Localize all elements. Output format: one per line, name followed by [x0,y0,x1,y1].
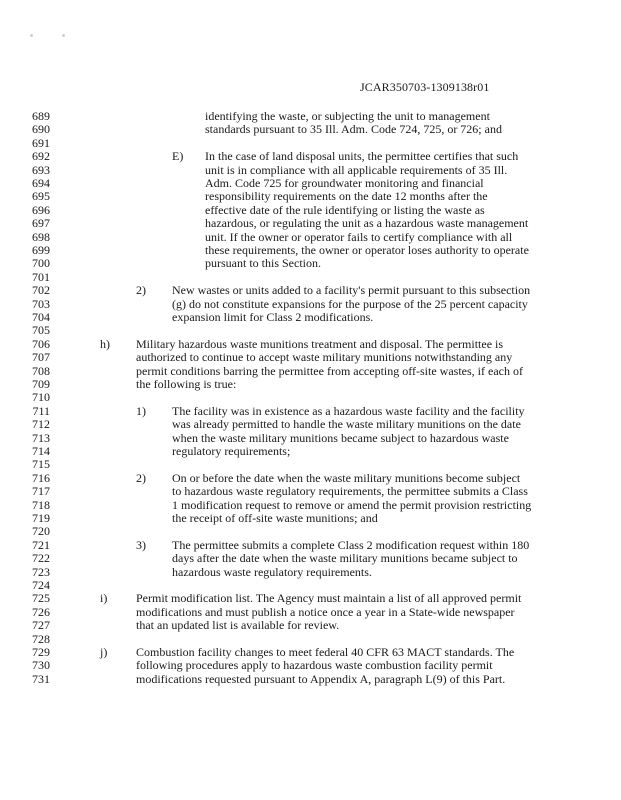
body-line: expansion limit for Class 2 modifications. [172,310,374,324]
item-label-h2: 2) [136,470,146,485]
line-number: 717 [32,484,50,499]
line-number: 697 [32,216,50,231]
line-number: 696 [32,202,50,217]
line-number: 721 [32,537,50,552]
line-number: 692 [32,149,50,164]
body-line: responsibility requirements on the date 12 months after the [205,189,488,204]
body-line: hazardous waste regulatory requirements. [172,564,372,579]
body-line: when the waste military munitions became subject to hazardous waste [172,430,509,445]
body-line: Military hazardous waste munitions treatment and disposal. The permittee is [136,336,504,351]
scan-speck [30,34,33,37]
line-number: 718 [32,497,50,512]
line-number: 730 [32,658,50,673]
body-line: Combustion facility changes to meet federal 40 CFR 63 MACT standards. The [136,645,515,659]
body-line: hazardous, or regulating the unit as a hazardous waste management [205,216,529,231]
line-number: 693 [32,162,50,177]
body-line: 1 modification request to remove or amend the permit provision restricting [172,497,532,512]
body-line: unit. If the owner or operator fails to certify compliance with all [205,229,513,244]
body-line: days after the date when the waste military munitions became subject to [172,551,518,566]
line-number: 712 [32,417,50,432]
item-label-h: h) [100,336,110,351]
document-id: JCAR350703-1309138r01 [360,80,490,94]
body-line: permit conditions barring the permittee from accepting off-site wastes, if each of [136,363,523,378]
item-label-2: 2) [136,283,146,298]
line-number: 725 [32,591,50,606]
body-line: authorized to continue to accept waste military munitions notwithstanding any [136,350,513,365]
body-line: (g) do not constitute expansions for the purpose of the 25 percent capacity [172,296,528,311]
body-line: that an updated list is available for review. [136,618,340,633]
body-line: standards pursuant to 35 Ill. Adm. Code 724, 725, or 726; and [205,122,502,137]
line-number: 702 [32,283,50,298]
line-number: 715 [32,457,50,472]
item-label-i: i) [100,591,108,606]
line-number: 689 [32,109,50,123]
line-number: 731 [32,671,50,686]
body-line: modifications and must publish a notice once a year in a State-wide newspaper [136,604,515,619]
line-number: 720 [32,524,50,539]
line-number: 700 [32,256,50,271]
line-number: 703 [32,296,50,311]
line-number: 729 [32,645,50,659]
line-number: 708 [32,363,50,378]
item-label-e: E) [172,149,184,164]
line-number: 701 [32,269,50,284]
line-number: 714 [32,444,50,458]
body-line: Permit modification list. The Agency must maintain a list of all approved permit [136,591,522,606]
line-number: 728 [32,631,50,646]
line-number: 710 [32,390,50,405]
line-number: 691 [32,135,50,150]
body-line: the following is true: [136,377,237,391]
line-number: 719 [32,511,50,525]
body-line: to hazardous waste regulatory requirements, the permittee submits a Class [172,484,528,499]
body-line: regulatory requirements; [172,444,291,458]
line-number: 695 [32,189,50,204]
line-number: 699 [32,243,50,257]
body-line: following procedures apply to hazardous waste combustion facility permit [136,658,493,673]
line-number: 698 [32,229,50,244]
line-number: 726 [32,604,50,619]
body-line: New wastes or units added to a facility's permit pursuant to this subsection [172,283,531,298]
body-line: was already permitted to handle the waste military munitions on the date [172,417,521,432]
line-number: 727 [32,618,50,633]
body-line: unit is in compliance with all applicable requirements of 35 Ill. [205,162,508,177]
item-label-j: j) [100,645,108,659]
line-number: 690 [32,122,50,137]
line-number: 694 [32,176,50,190]
body-line: The permittee submits a complete Class 2 modification request within 180 [172,537,530,552]
scan-speck [62,34,65,37]
body-line: Adm. Code 725 for groundwater monitoring and financial [205,176,484,190]
body-line: identifying the waste, or subjecting the unit to management [205,109,490,123]
body-line: In the case of land disposal units, the permittee certifies that such [205,149,519,164]
body-line: pursuant to this Section. [205,256,321,271]
line-number: 713 [32,430,50,445]
item-label-h1: 1) [136,403,146,418]
body-line: these requirements, the owner or operator loses authority to operate [205,243,529,257]
line-number: 723 [32,564,50,579]
body-line: effective date of the rule identifying or listing the waste as [205,202,485,217]
line-number: 705 [32,323,50,338]
line-number: 706 [32,336,50,351]
body-line: the receipt of off-site waste munitions; and [172,511,378,525]
body-line: The facility was in existence as a hazardous waste facility and the facility [172,403,525,418]
line-number: 707 [32,350,50,365]
line-number: 704 [32,310,50,324]
line-number: 711 [32,403,50,418]
body-line: modifications requested pursuant to Appendix A, paragraph L(9) of this Part. [136,671,506,686]
line-number: 716 [32,470,50,485]
item-label-h3: 3) [136,537,146,552]
body-line: On or before the date when the waste military munitions become subject [172,470,521,485]
line-number: 709 [32,377,50,391]
line-number: 724 [32,578,50,592]
line-number: 722 [32,551,50,566]
